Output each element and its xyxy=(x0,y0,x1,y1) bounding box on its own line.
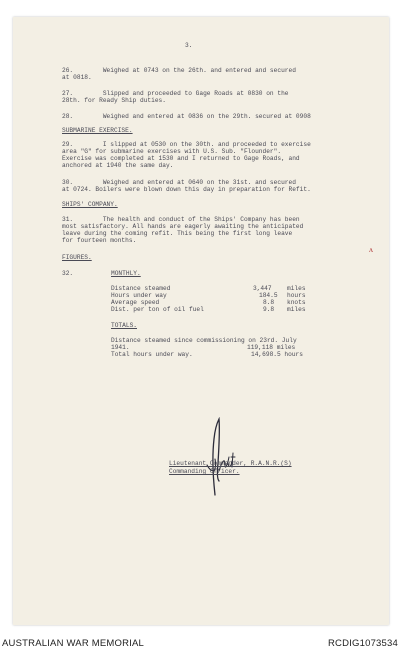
paragraph-27-line-1: 27. Slipped and proceeded to Gage Roads at 0830 on the xyxy=(62,90,289,97)
heading-figures: FIGURES. xyxy=(62,254,92,261)
monthly-label: Distance steamed xyxy=(111,285,171,292)
paragraph-26-line-1: 26. Weighed at 0743 on the 26th. and entered and secured xyxy=(62,67,296,74)
paragraph-28-line-1: 28. Weighed and entered at 0836 on the 29th. secured at 0908 xyxy=(62,113,311,120)
monthly-unit: hours xyxy=(287,292,306,299)
paragraph-29-line-3: Exercise was completed at 1530 and I returned to Gage Roads, and xyxy=(62,155,300,162)
paragraph-30-line-1: 30. Weighed and entered at 0640 on the 31st. and secured xyxy=(62,179,296,186)
handwritten-signature xyxy=(201,417,241,499)
paragraph-26-line-2: at 0818. xyxy=(62,74,92,81)
monthly-unit: miles xyxy=(287,285,306,292)
paragraph-30-line-2: at 0724. Boilers were blown down this day in preparation for Refit. xyxy=(62,186,311,193)
monthly-value: 3,447 xyxy=(253,285,272,292)
document-page xyxy=(13,17,389,625)
monthly-value: 9.8 xyxy=(263,306,275,313)
totals-line-2-label: 1941. xyxy=(111,344,130,351)
monthly-unit: knots xyxy=(287,299,306,306)
paragraph-31-line-1: 31. The health and conduct of the Ships' Company has been xyxy=(62,216,300,223)
monthly-value: 8.8 xyxy=(263,299,275,306)
paragraph-31-line-2: most satisfactory. All hands are eagerly awaiting the anticipated xyxy=(62,223,304,230)
page-number: 3. xyxy=(185,42,193,49)
paragraph-31-line-3: leave during the coming refit. This being the first long leave xyxy=(62,230,293,237)
totals-line-3-label: Total hours under way. xyxy=(111,351,193,358)
paragraph-27-line-2: 28th. for Ready Ship duties. xyxy=(62,97,166,104)
signature-rank: Lieutenant Commander, R.A.N.R.(S) xyxy=(169,460,292,467)
monthly-value: 184.5 xyxy=(259,292,278,299)
monthly-label: Dist. per ton of oil fuel xyxy=(111,306,204,313)
monthly-label: Average speed xyxy=(111,299,160,306)
heading-submarine-exercise: SUBMARINE EXERCISE. xyxy=(62,127,133,134)
footer-record-id: RCDIG1073534 xyxy=(328,638,398,649)
totals-line-3-value: 14,698.5 hours xyxy=(251,351,303,358)
red-annotation-mark: ᴧ xyxy=(369,245,373,254)
monthly-label: Hours under way xyxy=(111,292,167,299)
totals-line-2-value: 119,118 miles xyxy=(247,344,296,351)
paragraph-31-line-4: for fourteen months. xyxy=(62,237,137,244)
heading-totals: TOTALS. xyxy=(111,322,137,329)
paragraph-29-line-2: area "G" for submarine exercises with U.S. Sub. "Flounder". xyxy=(62,148,282,155)
paragraph-29-line-4: anchored at 1940 the same day. xyxy=(62,162,174,169)
monthly-unit: miles xyxy=(287,306,306,313)
totals-line-1: Distance steamed since commissioning on 23rd. July xyxy=(111,337,297,344)
heading-ships-company: SHIPS' COMPANY. xyxy=(62,201,118,208)
paragraph-32-number: 32. xyxy=(62,270,74,277)
signature-role: Commanding Officer. xyxy=(169,468,240,475)
footer-archive-name: AUSTRALIAN WAR MEMORIAL xyxy=(2,638,145,649)
paragraph-29-line-1: 29. I slipped at 0530 on the 30th. and proceeded to exercise xyxy=(62,141,311,148)
heading-monthly: MONTHLY. xyxy=(111,270,141,277)
